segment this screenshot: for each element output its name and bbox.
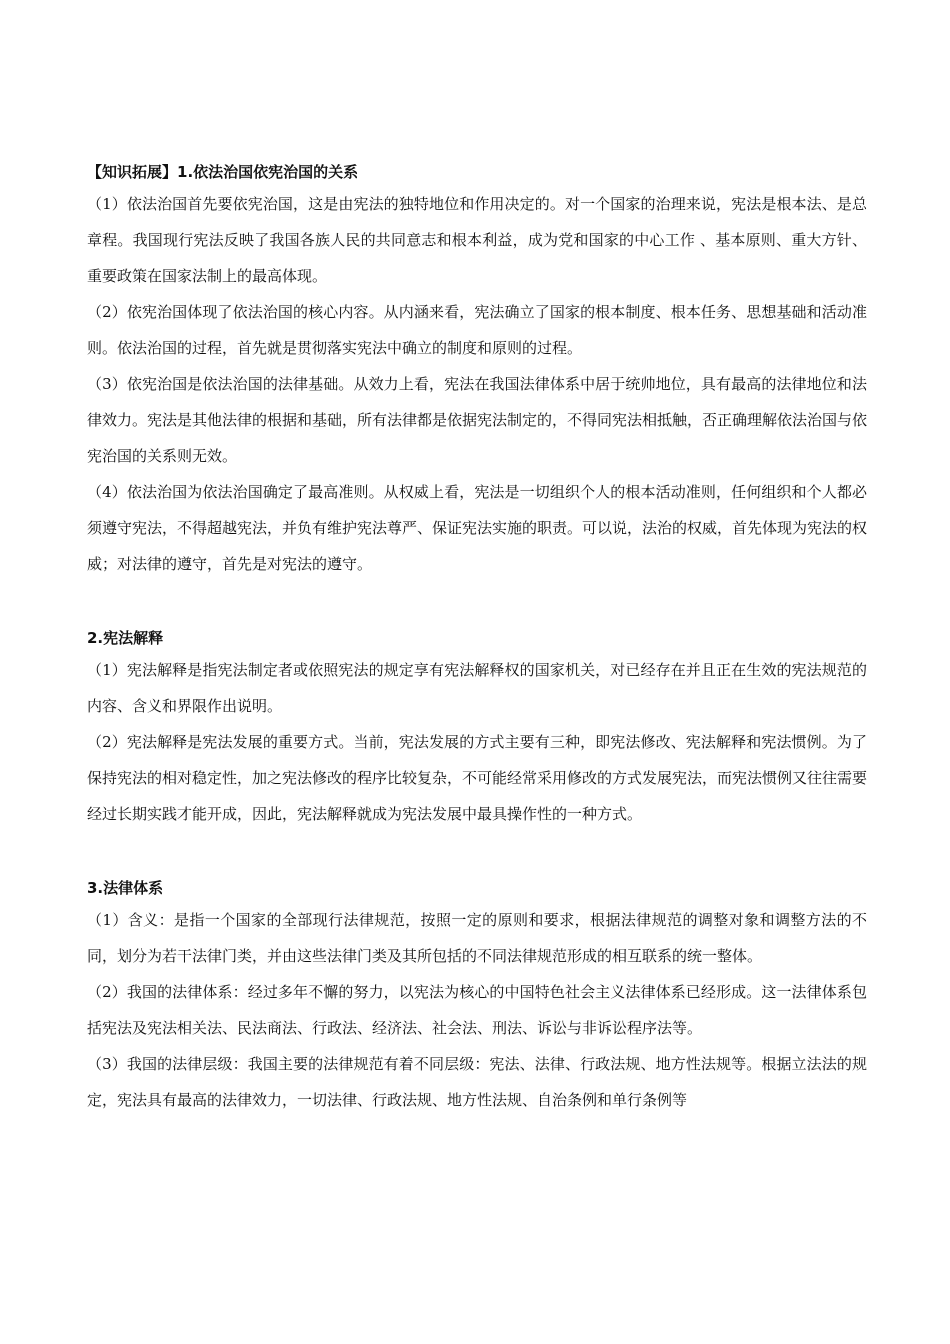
section-spacer [87,832,867,868]
section-heading: 【知识拓展】1.依法治国依宪治国的关系 [87,163,359,181]
paragraph: （2）依宪治国体现了依法治国的核心内容。从内涵来看，宪法确立了国家的根本制度、根本任务、思想基础和活动准则。依法治国的过程，首先就是贯彻落实宪法中确立的制度和原则的过程。 [87,303,867,357]
section-legal-system [87,874,867,1118]
paragraph: （2）宪法解释是宪法发展的重要方式。当前，宪法发展的方式主要有三种，即宪法修改、宪法解释和宪法惯例。为了保持宪法的相对稳定性，加之宪法修改的程序比较复杂，不可能经常采用修改的方式发展宪法，而宪法惯例又往往需要经过长期实践才能开成，因此，宪法解释就成为宪法发展中最具操作性的一种方式。 [87,733,868,823]
paragraph: （1）依法治国首先要依宪治国，这是由宪法的独特地位和作用决定的。对一个国家的治理来说，宪法是根本法、是总章程。我国现行宪法反映了我国各族人民的共同意志和根本利益，成为党和国家的中心工作 、基本原则、重大方针、重要政策在国家法制上的最高体现。 [87,195,867,285]
paragraph: （2）我国的法律体系：经过多年不懈的努力，以宪法为核心的中国特色社会主义法律体系已经形成。这一法律体系包括宪法及宪法相关法、民法商法、行政法、经济法、社会法、刑法、诉讼与非诉讼程序法等。 [87,983,867,1037]
section-heading: 3.法律体系 [87,879,164,897]
section-heading: 2.宪法解释 [87,629,164,647]
paragraph: （1）含义：是指一个国家的全部现行法律规范，按照一定的原则和要求，根据法律规范的调整对象和调整方法的不同，划分为若干法律门类，并由这些法律门类及其所包括的不同法律规范形成的相互联系的统一整体。 [87,911,867,965]
section-constitutional-interpretation [87,624,867,832]
document-body [87,158,867,1118]
paragraph: （1）宪法解释是指宪法制定者或依照宪法的规定享有宪法解释权的国家机关，对已经存在并且正在生效的宪法规范的内容、含义和界限作出说明。 [87,661,867,715]
paragraph: （3）我国的法律层级：我国主要的法律规范有着不同层级：宪法、法律、行政法规、地方性法规等。根据立法法的规定，宪法具有最高的法律效力，一切法律、行政法规、地方性法规、自治条例和单行条例等 [87,1055,867,1109]
paragraph: （3）依宪治国是依法治国的法律基础。从效力上看，宪法在我国法律体系中居于统帅地位，具有最高的法律地位和法律效力。宪法是其他法律的根据和基础，所有法律都是依据宪法制定的，不得同宪法相抵触，否正确理解依法治国与依宪治国的关系则无效。 [87,375,868,465]
section-constitution-rule-of-law [87,158,867,582]
paragraph: （4）依法治国为依法治国确定了最高准则。从权威上看，宪法是一切组织个人的根本活动准则，任何组织和个人都必须遵守宪法，不得超越宪法，并负有维护宪法尊严、保证宪法实施的职责。可以说，法治的权威，首先体现为宪法的权威；对法律的遵守，首先是对宪法的遵守。 [87,483,868,573]
section-spacer [87,582,867,618]
